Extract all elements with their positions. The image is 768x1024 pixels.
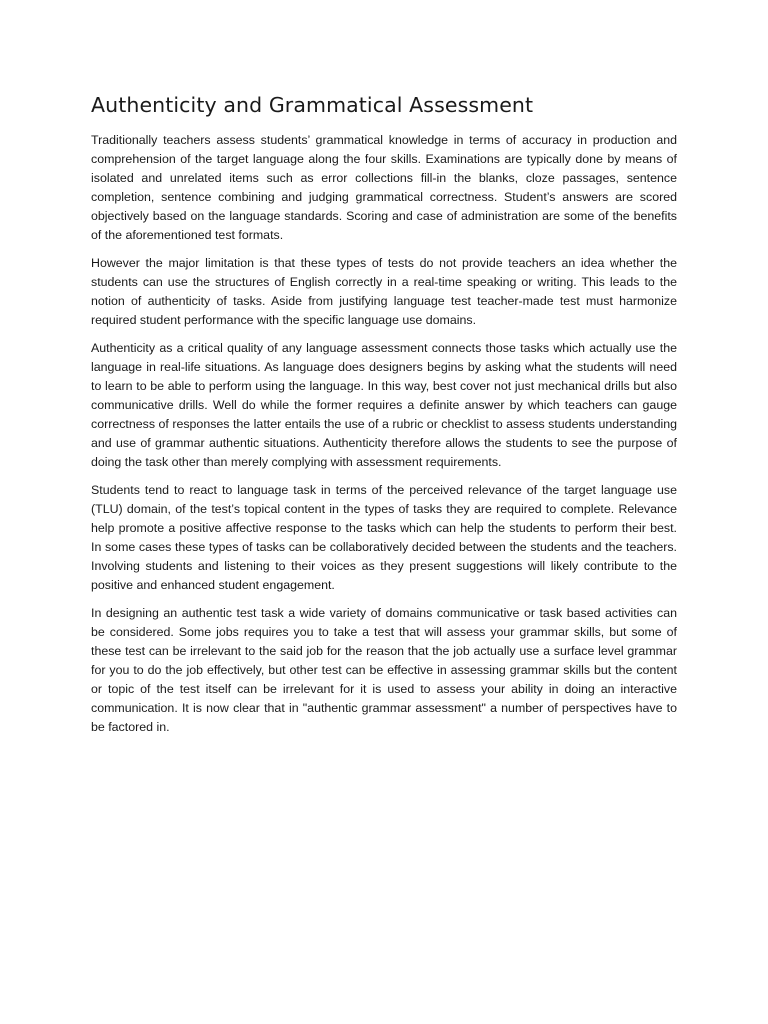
paragraph-5: In designing an authentic test task a wide variety of domains communicative or task based activities can be considered. Some jobs requires you to take a test that will assess your grammar skills, but some of these test can be irrelevant to the said job for the reason that the job actually use a surface level grammar for you to do the job effectively, but other test can be effective in assessing grammar skills but the content or topic of the test itself can be irrelevant for it is used to assess your ability in doing an interactive communication. It is now clear that in "authentic grammar assessment" a number of perspectives have to be factored in. [91,606,677,734]
document-body [91,92,677,746]
paragraph-1: Traditionally teachers assess students’ grammatical knowledge in terms of accuracy in production and comprehension of the target language along the four skills. Examinations are typically done by means of isolated and unrelated items such as error collections fill-in the blanks, cloze passages, sentence completion, sentence combining and judging grammatical correctness. Student’s answers are scored objectively based on the language standards. Scoring and case of administration are some of the benefits of the aforementioned test formats. [91,133,677,242]
paragraph-2: However the major limitation is that these types of tests do not provide teachers an idea whether the students can use the structures of English correctly in a real-time speaking or writing. This leads to the notion of authenticity of tasks. Aside from justifying language test teacher-made test must harmonize required student performance with the specific language use domains. [91,256,677,327]
paragraph-3: Authenticity as a critical quality of any language assessment connects those tasks which actually use the language in real-life situations. As language does designers begins by asking what the students will need to learn to be able to perform using the language. In this way, best cover not just mechanical drills but also communicative drills. Well do while the former requires a definite answer by which teachers can gauge correctness of responses the latter entails the use of a rubric or checklist to assess students understanding and use of grammar authentic situations. Authenticity therefore allows the students to see the purpose of doing the task other than merely complying with assessment requirements. [91,341,677,469]
document-title: Authenticity and Grammatical Assessment [91,93,534,117]
paragraph-4: Students tend to react to language task in terms of the perceived relevance of the target language use (TLU) domain, of the test’s topical content in the types of tasks they are required to complete. Relevance help promote a positive affective response to the tasks which can help the students to perform their best. In some cases these types of tasks can be collaboratively decided between the students and the teachers. Involving students and listening to their voices as they present suggestions will likely contribute to the positive and enhanced student engagement. [91,483,677,592]
